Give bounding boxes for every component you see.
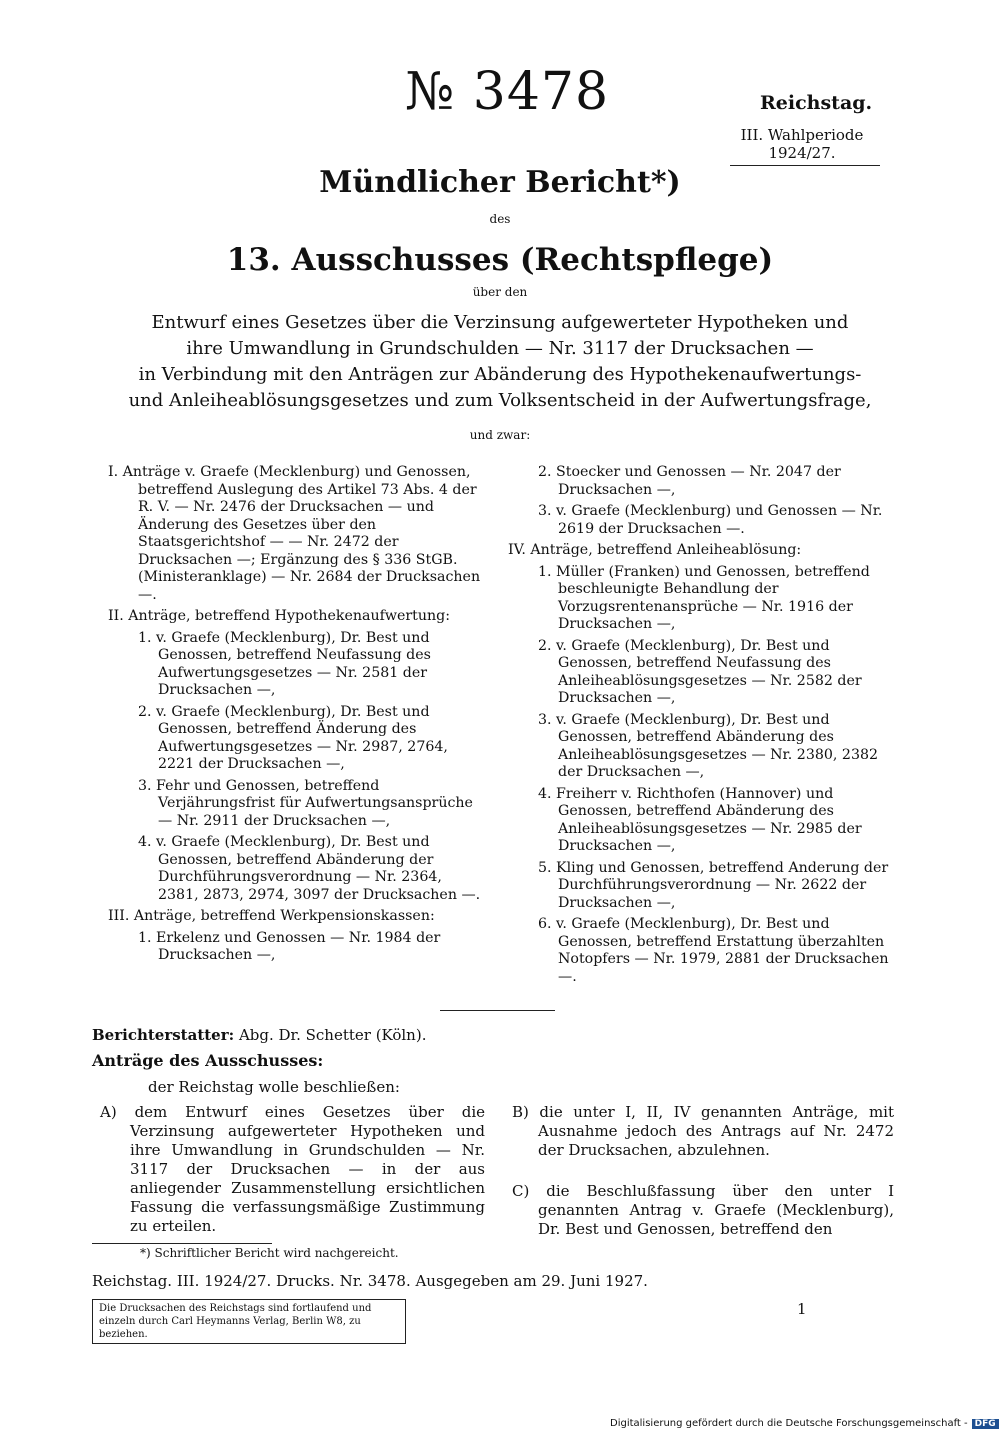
list-item: 1. v. Graefe (Mecklenburg), Dr. Best und Genossen, betreffend Neufassung des Aufwertungsgesetzes — Nr. 2581 der Drucksachen —, — [138, 629, 431, 698]
period-years: 1924/27. — [768, 144, 836, 162]
list-item: 1. Erkelenz und Genossen — Nr. 1984 der Drucksachen —, — [138, 929, 441, 963]
motions-heading: Anträge des Ausschusses: — [92, 1051, 324, 1070]
motion-c: C) die Beschlußfassung über den unter I genannten Antrag v. Graefe (Mecklenburg), Dr. Best und Genossen, betreffend den — [512, 1182, 894, 1238]
list-item: III. Anträge, betreffend Werkpensionskassen: — [108, 908, 435, 924]
report-title: Mündlicher Bericht*) — [319, 165, 681, 200]
period-label: III. Wahlperiode — [740, 126, 864, 144]
list-item: 4. Freiherr v. Richthofen (Hannover) und Genossen, betreffend Abänderung des Anleiheablösungsgesetzes — Nr. 2985 der Drucksachen —, — [538, 785, 862, 854]
title-des: des — [489, 212, 511, 226]
dfg-logo: DFG — [972, 1419, 999, 1429]
reichstag-label: Reichstag. — [760, 92, 873, 114]
list-item: II. Anträge, betreffend Hypothekenaufwertung: — [108, 608, 450, 624]
publication-line: Reichstag. III. 1924/27. Drucks. Nr. 3478. Ausgegeben am 29. Juni 1927. — [92, 1272, 648, 1290]
left-column — [108, 464, 486, 969]
rapporteur-label: Berichterstatter: — [92, 1026, 235, 1044]
list-item: 5. Kling und Genossen, betreffend Anderung der Durchführungsverordnung — Nr. 2622 der Drucksachen —, — [538, 859, 889, 911]
rapporteur-line — [92, 1026, 426, 1045]
publisher-note: Die Drucksachen des Reichstags sind fortlaufend und einzeln durch Carl Heymanns Verlag, Berlin W8, zu beziehen. — [92, 1299, 406, 1344]
subject-line: ihre Umwandlung in Grundschulden — Nr. 3117 der Drucksachen — — [186, 338, 814, 359]
und-zwar: und zwar: — [469, 428, 531, 442]
section-separator — [440, 1010, 555, 1011]
subject-line: Entwurf eines Gesetzes über die Verzinsung aufgewerteter Hypotheken und — [151, 312, 849, 333]
list-item: 3. v. Graefe (Mecklenburg) und Genossen — Nr. 2619 der Drucksachen —. — [538, 503, 883, 537]
right-column — [508, 464, 893, 990]
list-item: 3. v. Graefe (Mecklenburg), Dr. Best und Genossen, betreffend Abänderung des Anleiheablösungsgesetzes — Nr. 2380, 2382 der Drucksachen —, — [538, 711, 879, 780]
committee-title: 13. Ausschusses (Rechtspflege) — [226, 242, 774, 278]
list-item: 4. v. Graefe (Mecklenburg), Dr. Best und Genossen, betreffend Abänderung der Durchführungsverordnung — Nr. 2364, 2381, 2873, 2974, 3097 der Drucksachen —. — [138, 834, 481, 903]
subject-block — [120, 310, 880, 414]
document-number: № 3478 — [405, 62, 610, 122]
list-item: I. Anträge v. Graefe (Mecklenburg) und Genossen, betreffend Auslegung des Artikel 73 Abs. 4 der R. V. — Nr. 2476 der Drucksachen — und Änderung des Gesetzes über den Staatsgerichtshof — — Nr. 2472 der Drucksachen —; Ergänzung des § 336 StGB. (Ministeranklage) — Nr. 2684 der Drucksachen —. — [108, 464, 481, 603]
list-item: 2. v. Graefe (Mecklenburg), Dr. Best und Genossen, betreffend Änderung des Aufwertungsgesetzes — Nr. 2987, 2764, 2221 der Drucksachen —, — [138, 703, 448, 772]
digitization-credit — [610, 1418, 999, 1429]
credit-text: Digitalisierung gefördert durch die Deutsche Forschungsgemeinschaft - — [610, 1418, 968, 1429]
list-item: IV. Anträge, betreffend Anleiheablösung: — [508, 542, 802, 558]
subject-line: in Verbindung mit den Anträgen zur Abänderung des Hypothekenaufwertungs- — [138, 364, 862, 385]
list-item: 6. v. Graefe (Mecklenburg), Dr. Best und Genossen, betreffend Erstattung überzahlten Notopfers — Nr. 1979, 2881 der Drucksachen —. — [538, 916, 889, 985]
motion-a: A) dem Entwurf eines Gesetzes über die Verzinsung aufgewerteter Hypotheken und ihre Umwandlung in Grundschulden — Nr. 3117 der Drucksachen — in der aus anliegender Zusammenstellung ersichtlichen Fassung die verfassungsmäßige Zustimmung zu erteilen. — [100, 1103, 485, 1235]
footnote: *) Schriftlicher Bericht wird nachgereicht. — [140, 1246, 399, 1260]
title-ueber: über den — [472, 285, 528, 299]
list-item: 2. Stoecker und Genossen — Nr. 2047 der Drucksachen —, — [538, 464, 841, 498]
list-item: 1. Müller (Franken) und Genossen, betreffend beschleunigte Behandlung der Vorzugsrentenansprüche — Nr. 1916 der Drucksachen —, — [538, 563, 870, 632]
list-item: 3. Fehr und Genossen, betreffend Verjährungsfrist für Aufwertungsansprüche — Nr. 2911 der Drucksachen —, — [138, 777, 473, 829]
motion-b: B) die unter I, II, IV genannten Anträge, mit Ausnahme jedoch des Antrags auf Nr. 2472 der Drucksachen, abzulehnen. — [512, 1103, 894, 1159]
page-number: 1 — [797, 1300, 807, 1318]
list-item: 2. v. Graefe (Mecklenburg), Dr. Best und Genossen, betreffend Neufassung des Anleiheablösungsgesetzes — Nr. 2582 der Drucksachen —, — [538, 637, 862, 706]
rapporteur-name: Abg. Dr. Schetter (Köln). — [238, 1026, 427, 1044]
legislative-period — [732, 126, 872, 162]
subject-line: und Anleiheablösungsgesetzes und zum Volksentscheid in der Aufwertungsfrage, — [128, 390, 872, 411]
motions-intro: der Reichstag wolle beschließen: — [148, 1078, 400, 1096]
footnote-rule — [92, 1243, 272, 1244]
